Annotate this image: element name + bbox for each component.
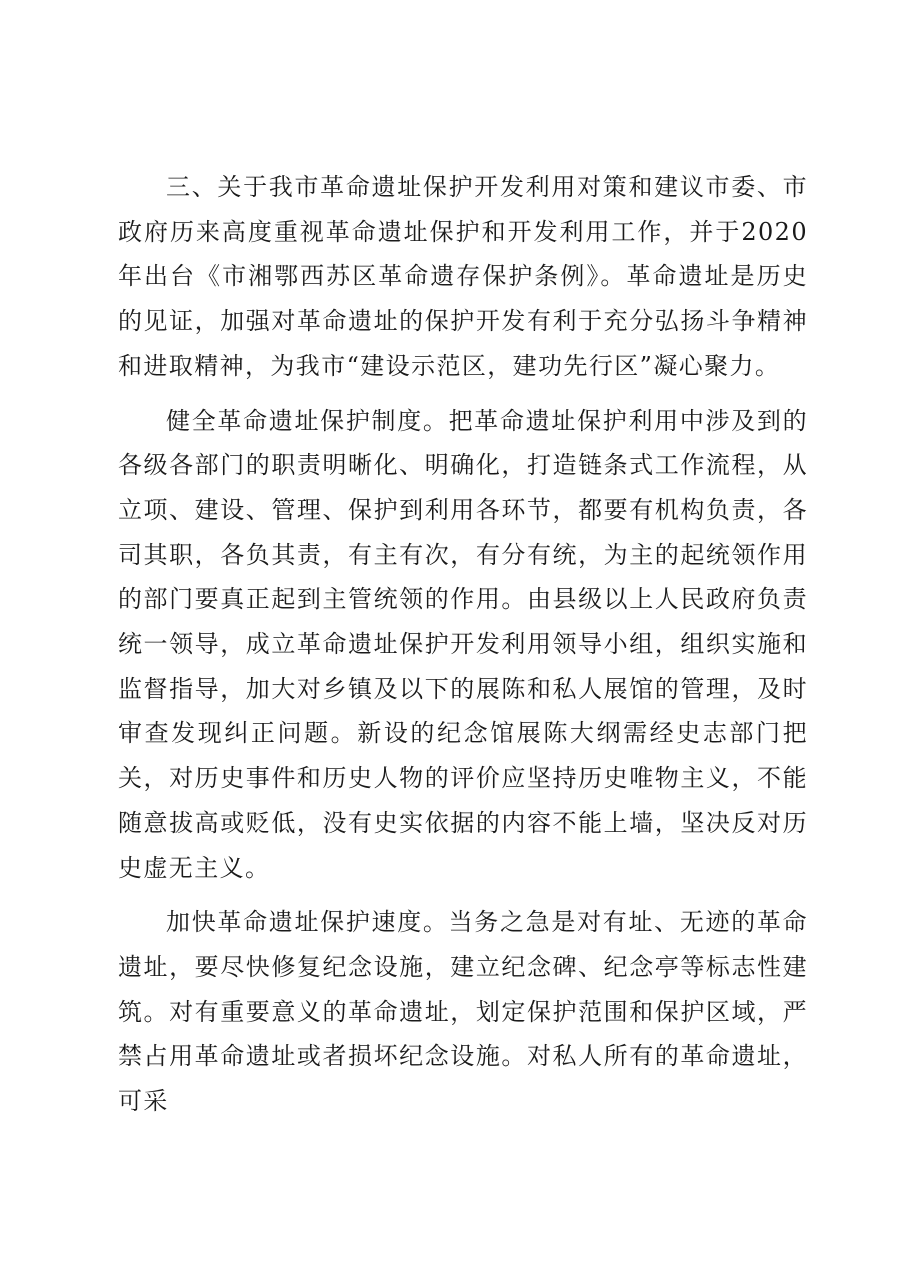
document-body <box>118 165 808 1134</box>
paragraph-system: 健全革命遗址保护制度。把革命遗址保护利用中涉及到的各级各部门的职责明晰化、明确化，打造链条式工作流程，从立项、建设、管理、保护到利用各环节，都要有机构负责，各司其职，各负其责，有主有次，有分有统，为主的起统领作用的部门要真正起到主管统领的作用。由县级以上人民政府负责统一领导，成立革命遗址保护开发利用领导小组，组织实施和监督指导，加大对乡镇及以下的展陈和私人展馆的管理，及时审查发现纠正问题。新设的纪念馆展陈大纲需经史志部门把关，对历史事件和历史人物的评价应坚持历史唯物主义，不能随意拔高或贬低，没有史实依据的内容不能上墙，坚决反对历史虚无主义。 <box>118 406 808 882</box>
paragraph-speed: 加快革命遗址保护速度。当务之急是对有址、无迹的革命遗址，要尽快修复纪念设施，建立纪念碑、纪念亭等标志性建筑。对有重要意义的革命遗址，划定保护范围和保护区域，严禁占用革命遗址或者损坏纪念设施。对私人所有的革命遗址，可采 <box>118 908 808 1116</box>
paragraph-intro: 三、关于我市革命遗址保护开发利用对策和建议市委、市政府历来高度重视革命遗址保护和开发利用工作，并于2020年出台《市湘鄂西苏区革命遗存保护条例》。革命遗址是历史的见证，加强对革命遗址的保护开发有利于充分弘扬斗争精神和进取精神，为我市“建设示范区，建功先行区”凝心聚力。 <box>118 173 808 380</box>
